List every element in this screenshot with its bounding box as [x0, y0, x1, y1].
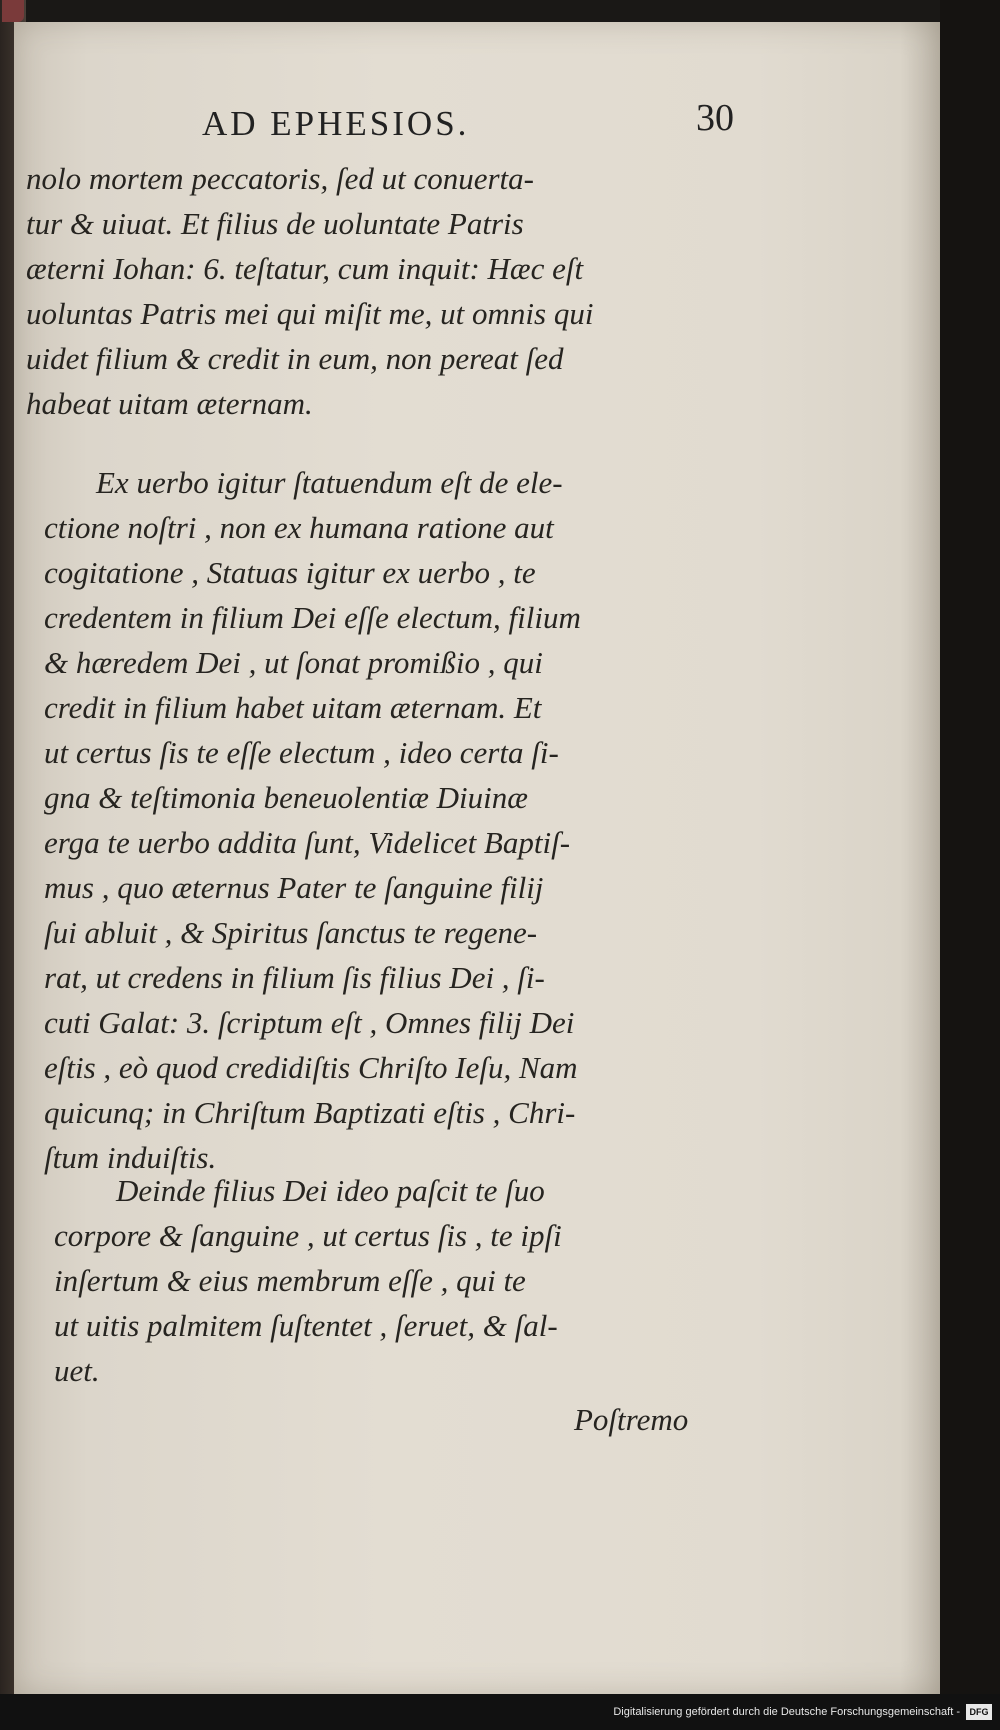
text-line: cogitatione , Statuas igitur ex uerbo , te	[44, 555, 536, 590]
text-line: Deinde filius Dei ideo paſcit te ſuo	[116, 1173, 545, 1208]
text-line: tur & uiuat. Et filius de uoluntate Patris	[26, 206, 524, 241]
text-line: credit in filium habet uitam æternam. Et	[44, 690, 542, 725]
scanner-background-right	[940, 0, 1000, 1694]
digitization-credit: Digitalisierung gefördert durch die Deutsche Forschungsgemeinschaft -	[613, 1706, 960, 1718]
text-line: uidet filium & credit in eum, non pereat ſed	[26, 341, 564, 376]
book-page	[14, 22, 940, 1694]
text-line: ut certus ſis te eſſe electum , ideo certa ſi-	[44, 735, 559, 770]
text-line: ſtum induiſtis.	[44, 1140, 217, 1175]
dfg-logo: DFG	[966, 1704, 992, 1720]
catchword: Poſtremo	[574, 1402, 689, 1437]
text-line: quicunq; in Chriſtum Baptizati eſtis , Chri-	[44, 1095, 576, 1130]
text-line: ut uitis palmitem ſuſtentet , ſeruet, & ſal-	[54, 1308, 558, 1343]
page-number: 30	[696, 97, 734, 139]
text-line: erga te uerbo addita ſunt, Videlicet Baptiſ-	[44, 825, 571, 860]
text-line: nolo mortem peccatoris, ſed ut conuerta-	[26, 161, 534, 196]
text-line: corpore & ſanguine , ut certus ſis , te ipſi	[54, 1218, 562, 1253]
text-line: cuti Galat: 3. ſcriptum eſt , Omnes filij Dei	[44, 1005, 575, 1040]
text-line: Ex uerbo igitur ſtatuendum eſt de ele-	[96, 465, 563, 500]
text-line: ſui abluit , & Spiritus ſanctus te regene-	[44, 915, 538, 950]
text-line: eſtis , eò quod credidiſtis Chriſto Ieſu, Nam	[44, 1050, 578, 1085]
spine-binding-fragment	[2, 0, 24, 22]
text-line: mus , quo æternus Pater te ſanguine filij	[44, 870, 544, 905]
text-line: rat, ut credens in filium ſis filius Dei , ſi-	[44, 960, 545, 995]
paragraph-2	[44, 460, 734, 1180]
text-line: ctione noſtri , non ex humana ratione aut	[44, 510, 554, 545]
digitization-footer	[0, 1694, 1000, 1730]
text-line: gna & teſtimonia beneuolentiæ Diuinæ	[44, 780, 528, 815]
page-header	[184, 94, 744, 154]
text-line: uoluntas Patris mei qui miſit me, ut omnis qui	[26, 296, 594, 331]
text-line: inſertum & eius membrum eſſe , qui te	[54, 1263, 526, 1298]
paragraph-3	[54, 1168, 744, 1393]
running-title: AD EPHESIOS.	[202, 104, 470, 143]
text-line: uet.	[54, 1353, 100, 1388]
text-line: & hæredem Dei , ut ſonat promißio , qui	[44, 645, 543, 680]
paragraph-1	[26, 156, 716, 426]
text-line: æterni Iohan: 6. teſtatur, cum inquit: Hæc eſt	[26, 251, 584, 286]
page-shadow-edge	[900, 22, 940, 1694]
text-line: habeat uitam æternam.	[26, 386, 313, 421]
text-line: credentem in filium Dei eſſe electum, filium	[44, 600, 581, 635]
